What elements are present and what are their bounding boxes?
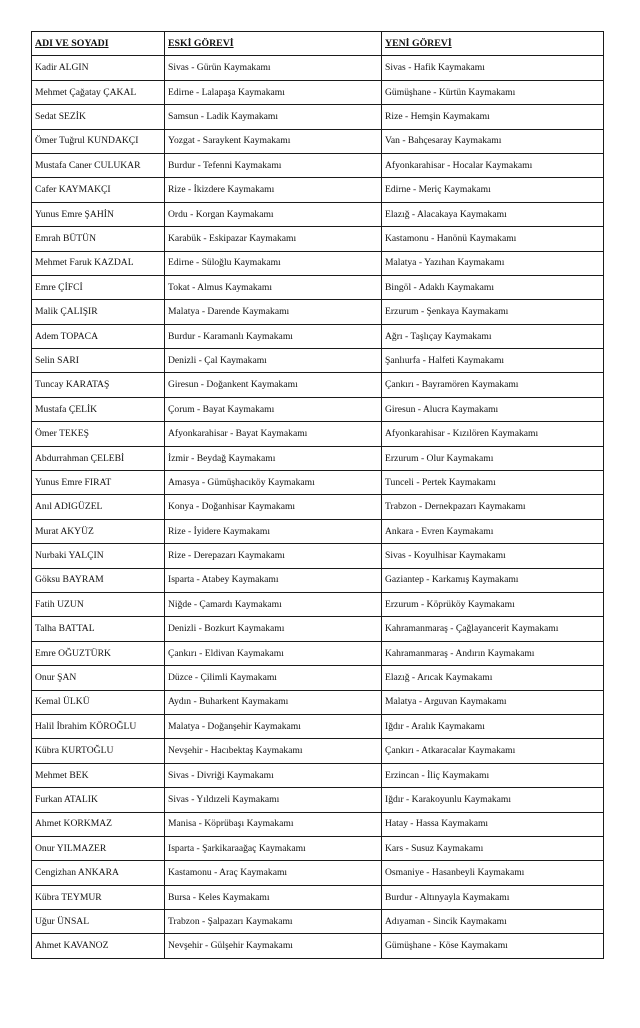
table-row <box>32 373 604 397</box>
old-position-cell: Sivas - Divriği Kaymakamı <box>165 763 382 787</box>
person-name-cell: Sedat SEZİK <box>32 105 165 129</box>
old-position-cell: Isparta - Şarkikaraağaç Kaymakamı <box>165 836 382 860</box>
person-name-cell: Murat AKYÜZ <box>32 519 165 543</box>
old-position-cell: Rize - İyidere Kaymakamı <box>165 519 382 543</box>
old-position-cell: Niğde - Çamardı Kaymakamı <box>165 592 382 616</box>
new-position-cell: Osmaniye - Hasanbeyli Kaymakamı <box>382 861 604 885</box>
new-position-cell: Erzurum - Şenkaya Kaymakamı <box>382 300 604 324</box>
old-position-cell: Bursa - Keles Kaymakamı <box>165 885 382 909</box>
person-name-cell: Emrah BÜTÜN <box>32 227 165 251</box>
person-name-cell: Ömer Tuğrul KUNDAKÇI <box>32 129 165 153</box>
new-position-cell: Trabzon - Dernekpazarı Kaymakamı <box>382 495 604 519</box>
person-name-cell: Furkan ATALIK <box>32 788 165 812</box>
table-row <box>32 349 604 373</box>
old-position-cell: Kastamonu - Araç Kaymakamı <box>165 861 382 885</box>
table-row <box>32 80 604 104</box>
table-row <box>32 812 604 836</box>
new-position-cell: Erzurum - Köprüköy Kaymakamı <box>382 592 604 616</box>
person-name-cell: Mehmet Faruk KAZDAL <box>32 251 165 275</box>
person-name-cell: Malik ÇALIŞIR <box>32 300 165 324</box>
table-row <box>32 666 604 690</box>
table-row <box>32 56 604 80</box>
new-position-cell: Gümüşhane - Kürtün Kaymakamı <box>382 80 604 104</box>
new-position-cell: Ağrı - Taşlıçay Kaymakamı <box>382 324 604 348</box>
person-name-cell: Cafer KAYMAKÇI <box>32 178 165 202</box>
new-position-cell: Sivas - Koyulhisar Kaymakamı <box>382 544 604 568</box>
table-row <box>32 422 604 446</box>
table-row <box>32 471 604 495</box>
person-name-cell: Mustafa ÇELİK <box>32 397 165 421</box>
new-position-cell: Iğdır - Aralık Kaymakamı <box>382 714 604 738</box>
new-position-cell: Iğdır - Karakoyunlu Kaymakamı <box>382 788 604 812</box>
table-row <box>32 885 604 909</box>
new-position-cell: Tunceli - Pertek Kaymakamı <box>382 471 604 495</box>
new-position-cell: Giresun - Alucra Kaymakamı <box>382 397 604 421</box>
old-position-cell: Malatya - Doğanşehir Kaymakamı <box>165 714 382 738</box>
person-name-cell: Halil İbrahim KÖROĞLU <box>32 714 165 738</box>
new-position-cell: Van - Bahçesaray Kaymakamı <box>382 129 604 153</box>
table-row <box>32 300 604 324</box>
table-row <box>32 446 604 470</box>
new-position-cell: Şanlıurfa - Halfeti Kaymakamı <box>382 349 604 373</box>
old-position-cell: Edirne - Lalapaşa Kaymakamı <box>165 80 382 104</box>
person-name-cell: Selin SARI <box>32 349 165 373</box>
old-position-cell: Isparta - Atabey Kaymakamı <box>165 568 382 592</box>
person-name-cell: Adem TOPACA <box>32 324 165 348</box>
old-position-cell: Düzce - Çilimli Kaymakamı <box>165 666 382 690</box>
person-name-cell: Nurbaki YALÇIN <box>32 544 165 568</box>
person-name-cell: Göksu BAYRAM <box>32 568 165 592</box>
column-header-name: ADI VE SOYADI <box>32 32 165 56</box>
table-row <box>32 397 604 421</box>
column-header-old-position: ESKİ GÖREVİ <box>165 32 382 56</box>
old-position-cell: Sivas - Gürün Kaymakamı <box>165 56 382 80</box>
table-row <box>32 861 604 885</box>
person-name-cell: Abdurrahman ÇELEBİ <box>32 446 165 470</box>
new-position-cell: Erzurum - Olur Kaymakamı <box>382 446 604 470</box>
table-row <box>32 910 604 934</box>
new-position-cell: Malatya - Yazıhan Kaymakamı <box>382 251 604 275</box>
table-row <box>32 617 604 641</box>
old-position-cell: Sivas - Yıldızeli Kaymakamı <box>165 788 382 812</box>
new-position-cell: Bingöl - Adaklı Kaymakamı <box>382 275 604 299</box>
table-row <box>32 519 604 543</box>
new-position-cell: Hatay - Hassa Kaymakamı <box>382 812 604 836</box>
person-name-cell: Cengizhan ANKARA <box>32 861 165 885</box>
old-position-cell: Konya - Doğanhisar Kaymakamı <box>165 495 382 519</box>
old-position-cell: Nevşehir - Gülşehir Kaymakamı <box>165 934 382 958</box>
table-row <box>32 763 604 787</box>
person-name-cell: Ahmet KORKMAZ <box>32 812 165 836</box>
person-name-cell: Ahmet KAVANOZ <box>32 934 165 958</box>
old-position-cell: İzmir - Beydağ Kaymakamı <box>165 446 382 470</box>
new-position-cell: Sivas - Hafik Kaymakamı <box>382 56 604 80</box>
old-position-cell: Denizli - Çal Kaymakamı <box>165 349 382 373</box>
column-header-new-position: YENİ GÖREVİ <box>382 32 604 56</box>
new-position-cell: Gümüşhane - Köse Kaymakamı <box>382 934 604 958</box>
new-position-cell: Kastamonu - Hanönü Kaymakamı <box>382 227 604 251</box>
new-position-cell: Afyonkarahisar - Hocalar Kaymakamı <box>382 153 604 177</box>
old-position-cell: Denizli - Bozkurt Kaymakamı <box>165 617 382 641</box>
new-position-cell: Afyonkarahisar - Kızılören Kaymakamı <box>382 422 604 446</box>
old-position-cell: Trabzon - Şalpazarı Kaymakamı <box>165 910 382 934</box>
person-name-cell: Ömer TEKEŞ <box>32 422 165 446</box>
table-row <box>32 251 604 275</box>
table-row <box>32 275 604 299</box>
person-name-cell: Onur ŞAN <box>32 666 165 690</box>
new-position-cell: Kars - Susuz Kaymakamı <box>382 836 604 860</box>
old-position-cell: Malatya - Darende Kaymakamı <box>165 300 382 324</box>
old-position-cell: Rize - Derepazarı Kaymakamı <box>165 544 382 568</box>
person-name-cell: Anıl ADIGÜZEL <box>32 495 165 519</box>
person-name-cell: Mehmet BEK <box>32 763 165 787</box>
old-position-cell: Karabük - Eskipazar Kaymakamı <box>165 227 382 251</box>
table-row <box>32 324 604 348</box>
table-row <box>32 739 604 763</box>
table-row <box>32 592 604 616</box>
new-position-cell: Adıyaman - Sincik Kaymakamı <box>382 910 604 934</box>
old-position-cell: Tokat - Almus Kaymakamı <box>165 275 382 299</box>
new-position-cell: Edirne - Meriç Kaymakamı <box>382 178 604 202</box>
table-body <box>32 56 604 958</box>
old-position-cell: Çorum - Bayat Kaymakamı <box>165 397 382 421</box>
old-position-cell: Burdur - Karamanlı Kaymakamı <box>165 324 382 348</box>
old-position-cell: Edirne - Süloğlu Kaymakamı <box>165 251 382 275</box>
old-position-cell: Çankırı - Eldivan Kaymakamı <box>165 641 382 665</box>
old-position-cell: Ordu - Korgan Kaymakamı <box>165 202 382 226</box>
appointments-table <box>31 31 604 959</box>
old-position-cell: Samsun - Ladik Kaymakamı <box>165 105 382 129</box>
new-position-cell: Erzincan - İliç Kaymakamı <box>382 763 604 787</box>
table-row <box>32 568 604 592</box>
table-row <box>32 153 604 177</box>
old-position-cell: Yozgat - Saraykent Kaymakamı <box>165 129 382 153</box>
new-position-cell: Rize - Hemşin Kaymakamı <box>382 105 604 129</box>
table-row <box>32 641 604 665</box>
person-name-cell: Tuncay KARATAŞ <box>32 373 165 397</box>
old-position-cell: Nevşehir - Hacıbektaş Kaymakamı <box>165 739 382 763</box>
old-position-cell: Giresun - Doğankent Kaymakamı <box>165 373 382 397</box>
old-position-cell: Aydın - Buharkent Kaymakamı <box>165 690 382 714</box>
person-name-cell: Talha BATTAL <box>32 617 165 641</box>
person-name-cell: Emre ÇİFCİ <box>32 275 165 299</box>
old-position-cell: Rize - İkizdere Kaymakamı <box>165 178 382 202</box>
table-row <box>32 129 604 153</box>
old-position-cell: Amasya - Gümüşhacıköy Kaymakamı <box>165 471 382 495</box>
person-name-cell: Kübra TEYMUR <box>32 885 165 909</box>
table-row <box>32 178 604 202</box>
person-name-cell: Yunus Emre FIRAT <box>32 471 165 495</box>
person-name-cell: Kemal ÜLKÜ <box>32 690 165 714</box>
old-position-cell: Afyonkarahisar - Bayat Kaymakamı <box>165 422 382 446</box>
table-row <box>32 227 604 251</box>
table-row <box>32 714 604 738</box>
person-name-cell: Kadir ALGIN <box>32 56 165 80</box>
new-position-cell: Çankırı - Atkaracalar Kaymakamı <box>382 739 604 763</box>
new-position-cell: Çankırı - Bayramören Kaymakamı <box>382 373 604 397</box>
person-name-cell: Uğur ÜNSAL <box>32 910 165 934</box>
new-position-cell: Ankara - Evren Kaymakamı <box>382 519 604 543</box>
table-row <box>32 934 604 958</box>
old-position-cell: Manisa - Köprübaşı Kaymakamı <box>165 812 382 836</box>
new-position-cell: Elazığ - Arıcak Kaymakamı <box>382 666 604 690</box>
table-row <box>32 544 604 568</box>
table-row <box>32 690 604 714</box>
person-name-cell: Onur YILMAZER <box>32 836 165 860</box>
new-position-cell: Gaziantep - Karkamış Kaymakamı <box>382 568 604 592</box>
person-name-cell: Kübra KURTOĞLU <box>32 739 165 763</box>
table-header-row <box>32 32 604 56</box>
new-position-cell: Burdur - Altınyayla Kaymakamı <box>382 885 604 909</box>
person-name-cell: Fatih UZUN <box>32 592 165 616</box>
person-name-cell: Mustafa Caner CULUKAR <box>32 153 165 177</box>
person-name-cell: Emre OĞUZTÜRK <box>32 641 165 665</box>
new-position-cell: Malatya - Arguvan Kaymakamı <box>382 690 604 714</box>
new-position-cell: Kahramanmaraş - Andırın Kaymakamı <box>382 641 604 665</box>
new-position-cell: Kahramanmaraş - Çağlayancerit Kaymakamı <box>382 617 604 641</box>
old-position-cell: Burdur - Tefenni Kaymakamı <box>165 153 382 177</box>
table-row <box>32 105 604 129</box>
new-position-cell: Elazığ - Alacakaya Kaymakamı <box>382 202 604 226</box>
person-name-cell: Mehmet Çağatay ÇAKAL <box>32 80 165 104</box>
table-row <box>32 836 604 860</box>
table-row <box>32 788 604 812</box>
table-row <box>32 202 604 226</box>
person-name-cell: Yunus Emre ŞAHİN <box>32 202 165 226</box>
table-row <box>32 495 604 519</box>
